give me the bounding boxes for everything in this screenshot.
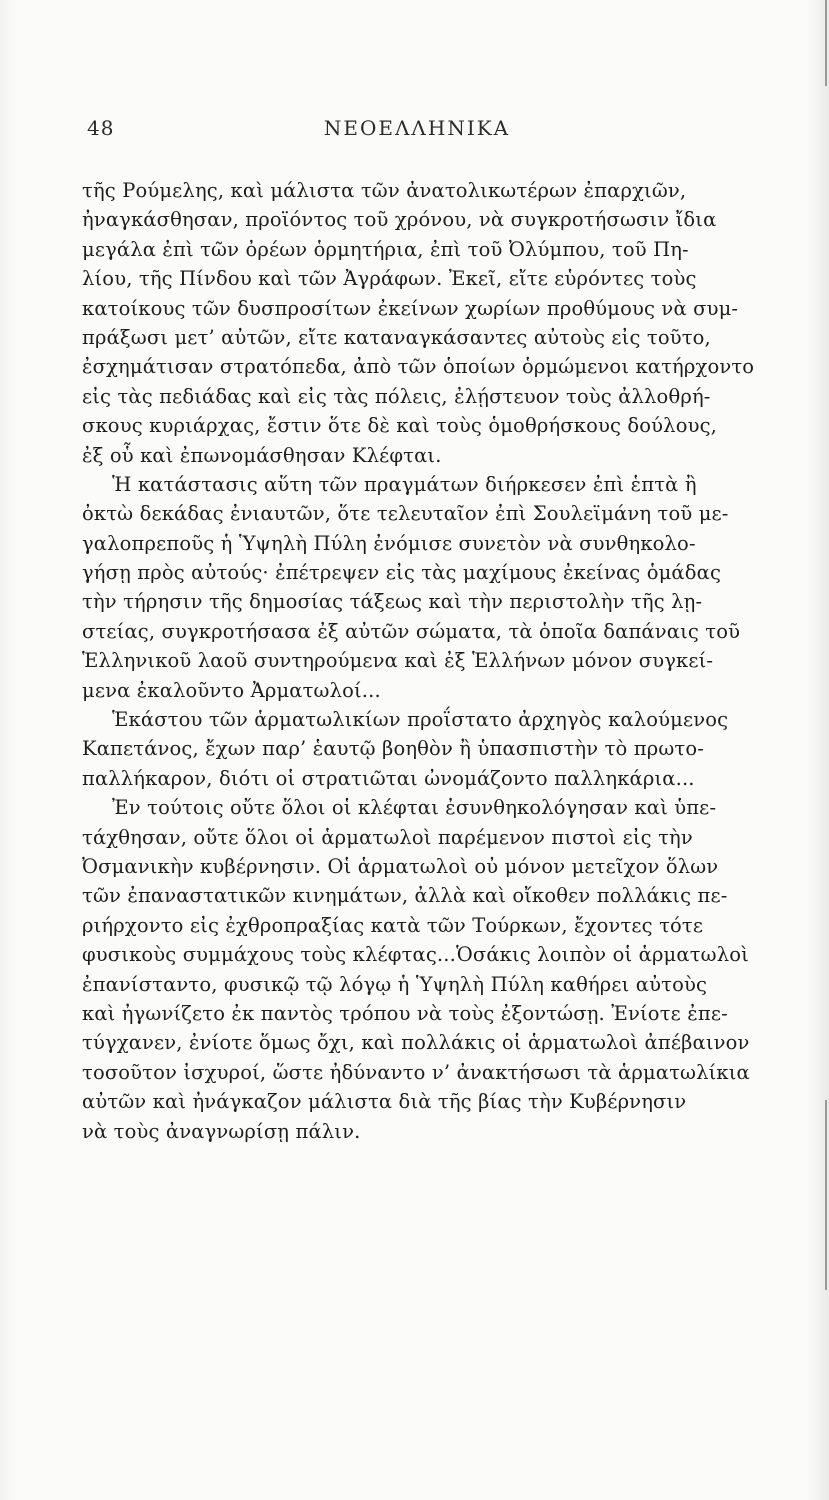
text-line: ὀκτὼ δεκάδας ἐνιαυτῶν, ὅτε τελευταῖον ἐπὶ Σουλεϊμάνη τοῦ με- (82, 502, 729, 526)
text-line: ἐσχημάτισαν στρατόπεδα, ἀπὸ τῶν ὁποίων ὁρμώμενοι κατήρχοντο (82, 355, 755, 379)
text-line: παλλήκαρον, διότι οἱ στρατιῶται ὠνομάζοντο παλληκάρια... (82, 766, 695, 790)
text-line: στείας, συγκροτήσασα ἐξ αὐτῶν σώματα, τὰ ὁποῖα δαπάναις τοῦ (82, 619, 741, 643)
page-number: 48 (87, 116, 115, 140)
body-text (82, 176, 824, 1146)
text-line: τάχθησαν, οὔτε ὅλοι οἱ ἁρματωλοὶ παρέμενον πιστοὶ εἰς τὴν (82, 825, 693, 849)
page-edge-mark (825, 1100, 827, 1290)
text-line: Ὀσμανικὴν κυβέρνησιν. Οἱ ἁρματωλοὶ οὐ μόνον μετεῖχον ὅλων (82, 854, 719, 878)
text-line: σκους κυριάρχας, ἔστιν ὅτε δὲ καὶ τοὺς ὁμοθρήσκους δούλους, (82, 414, 718, 438)
text-line: κατοίκους τῶν δυσπροσίτων ἐκείνων χωρίων προθύμους νὰ συμ- (82, 296, 739, 320)
text-line: τοσοῦτον ἰσχυροί, ὥστε ἠδύναντο ν’ ἀνακτήσωσι τὰ ἁρματωλίκια (82, 1060, 750, 1084)
text-line: Ἑλληνικοῦ λαοῦ συντηρούμενα καὶ ἐξ Ἑλλήνων μόνον συγκεί- (82, 649, 714, 673)
text-line: τύγχανεν, ἐνίοτε ὅμως ὄχι, καὶ πολλάκις οἱ ἁρματωλοὶ ἀπέβαινον (82, 1031, 750, 1055)
text-line: μενα ἐκαλοῦντο Ἀρματωλοί... (82, 678, 381, 702)
page-header (87, 116, 747, 146)
text-line: φυσικοὺς συμμάχους τοὺς κλέφτας...Ὁσάκις λοιπὸν οἱ ἁρματωλοὶ (82, 943, 749, 967)
page-edge-mark (825, 0, 827, 86)
text-line: Καπετάνος, ἔχων παρ’ ἑαυτῷ βοηθὸν ἢ ὑπασπιστὴν τὸ πρωτο- (82, 737, 704, 761)
text-line: γαλοπρεποῦς ἡ Ὑψηλὴ Πύλη ἐνόμισε συνετὸν νὰ συνθηκολο- (82, 531, 696, 555)
paragraph-first-line: Ἐν τούτοις οὔτε ὅλοι οἱ κλέφται ἐσυνθηκολόγησαν καὶ ὑπε- (112, 796, 717, 820)
paragraph-first-line: Ἑκάστου τῶν ἁρματωλικίων προΐστατο ἀρχηγὸς καλούμενος (112, 708, 729, 732)
text-line: ἐπανίσταντο, φυσικῷ τῷ λόγῳ ἡ Ὑψηλὴ Πύλη καθήρει αὐτοὺς (82, 972, 708, 996)
text-line: ἐξ οὗ καὶ ἐπωνομάσθησαν Κλέφται. (82, 443, 442, 467)
text-line: μεγάλα ἐπὶ τῶν ὀρέων ὁρμητήρια, ἐπὶ τοῦ Ὀλύμπου, τοῦ Πη- (82, 237, 689, 261)
text-line: γήσῃ πρὸς αὐτούς· ἐπέτρεψεν εἰς τὰς μαχίμους ἐκείνας ὁμάδας (82, 561, 722, 585)
text-line: πράξωσι μετ’ αὐτῶν, εἴτε καταναγκάσαντες αὐτοὺς εἰς τοῦτο, (82, 325, 711, 349)
text-line: τῆς Ρούμελης, καὶ μάλιστα τῶν ἀνατολικωτέρων ἐπαρχιῶν, (82, 179, 687, 202)
text-line: νὰ τοὺς ἀναγνωρίσῃ πάλιν. (82, 1119, 361, 1143)
text-line: καὶ ἠγωνίζετο ἐκ παντὸς τρόπου νὰ τοὺς ἐξοντώσῃ. Ἐνίοτε ἐπε- (82, 1001, 728, 1025)
text-line: εἰς τὰς πεδιάδας καὶ εἰς τὰς πόλεις, ἐλῄστευον τοὺς ἀλλοθρή- (82, 384, 711, 408)
text-line: αὐτῶν καὶ ἠνάγκαζον μάλιστα διὰ τῆς βίας τὴν Κυβέρνησιν (82, 1090, 687, 1114)
text-line: τῶν ἐπαναστατικῶν κινημάτων, ἀλλὰ καὶ οἴκοθεν πολλάκις πε- (82, 884, 728, 908)
paragraph-first-line: Ἡ κατάστασις αὕτη τῶν πραγμάτων διήρκεσεν ἐπὶ ἑπτὰ ἢ (112, 472, 697, 496)
text-line: λίου, τῆς Πίνδου καὶ τῶν Ἀγράφων. Ἐκεῖ, εἴτε εὑρόντες τοὺς (82, 267, 697, 291)
text-line: ριήρχοντο εἰς ἐχθροπραξίας κατὰ τῶν Τούρκων, ἔχοντες τότε (82, 913, 704, 937)
running-title: ΝΕΟΕΛΛΗΝΙΚΑ (323, 116, 511, 140)
text-line: τὴν τήρησιν τῆς δημοσίας τάξεως καὶ τὴν περιστολὴν τῆς λῃ- (82, 590, 703, 614)
text-line: ἠναγκάσθησαν, προϊόντος τοῦ χρόνου, νὰ συγκροτήσωσιν ἴδια (82, 208, 717, 232)
